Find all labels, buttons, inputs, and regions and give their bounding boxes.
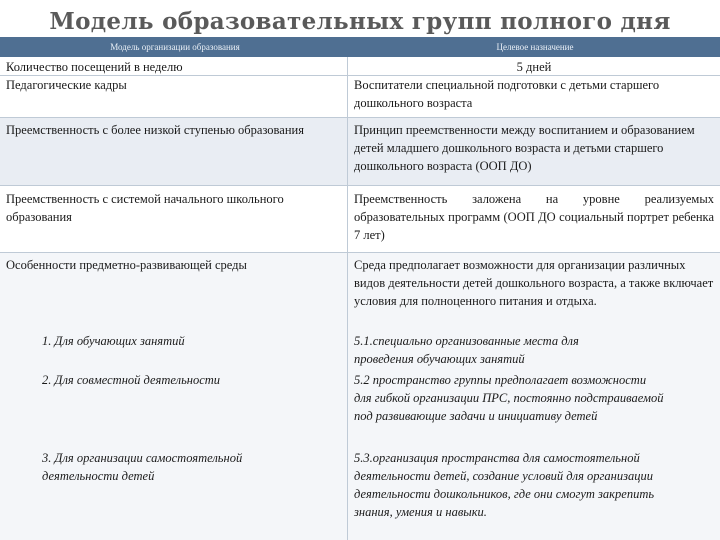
staff-value: Воспитатели специальной подготовки с детьми старшего дошкольного возраста: [354, 78, 660, 110]
column-divider: [347, 57, 348, 540]
list-item: 3. Для организации самостоятельной деятельности детей: [42, 451, 243, 483]
header-purpose: Целевое назначение: [496, 42, 574, 52]
staff-label: Педагогические кадры: [6, 78, 127, 92]
school-label: Преемственность с системой начального школьного образования: [6, 192, 284, 224]
list-item: 2. Для совместной деятельности: [42, 373, 221, 387]
table-header: [0, 37, 720, 57]
header-model: Модель организации образования: [110, 42, 240, 52]
row-divider: [0, 185, 720, 186]
environment-value: Среда предполагает возможности для организации различных видов деятельности детей дошкольного возраста, а также включает условия для полноценного питания и отдыха.: [354, 258, 714, 308]
environment-label: Особенности предметно-развивающей среды: [6, 258, 247, 272]
detail-item: 5.2 пространство группы предполагает возможности для гибкой организации ПРС, постоянно подстраиваемой под развивающие задачи и инициативу детей: [354, 373, 664, 423]
page-title: Модель образовательных групп полного дня: [49, 8, 671, 35]
lower-level-value: Принцип преемственности между воспитанием и образованием детей младшего дошкольного возраста и детьми старшего дошкольного возраста (ООП ДО): [354, 123, 695, 173]
school-value: Преемственность заложена на уровне реализуемых образовательных программ (ООП ДО социальный портрет ребенка 7 лет): [354, 192, 714, 242]
detail-item: 5.1.специально организованные места для проведения обучающих занятий: [354, 334, 579, 366]
list-item: 1. Для обучающих занятий: [42, 334, 185, 348]
detail-item: 5.3.организация пространства для самостоятельной деятельности детей, создание условий для организации деятельности дошкольников, где они смогут закрепить знания, умения и навыки.: [354, 451, 655, 519]
row-divider: [0, 117, 720, 118]
row-divider: [0, 252, 720, 253]
visits-label: Количество посещений в неделю: [6, 60, 183, 74]
visits-value: 5 дней: [516, 60, 552, 74]
lower-level-label: Преемственность с более низкой ступенью образования: [6, 123, 304, 137]
